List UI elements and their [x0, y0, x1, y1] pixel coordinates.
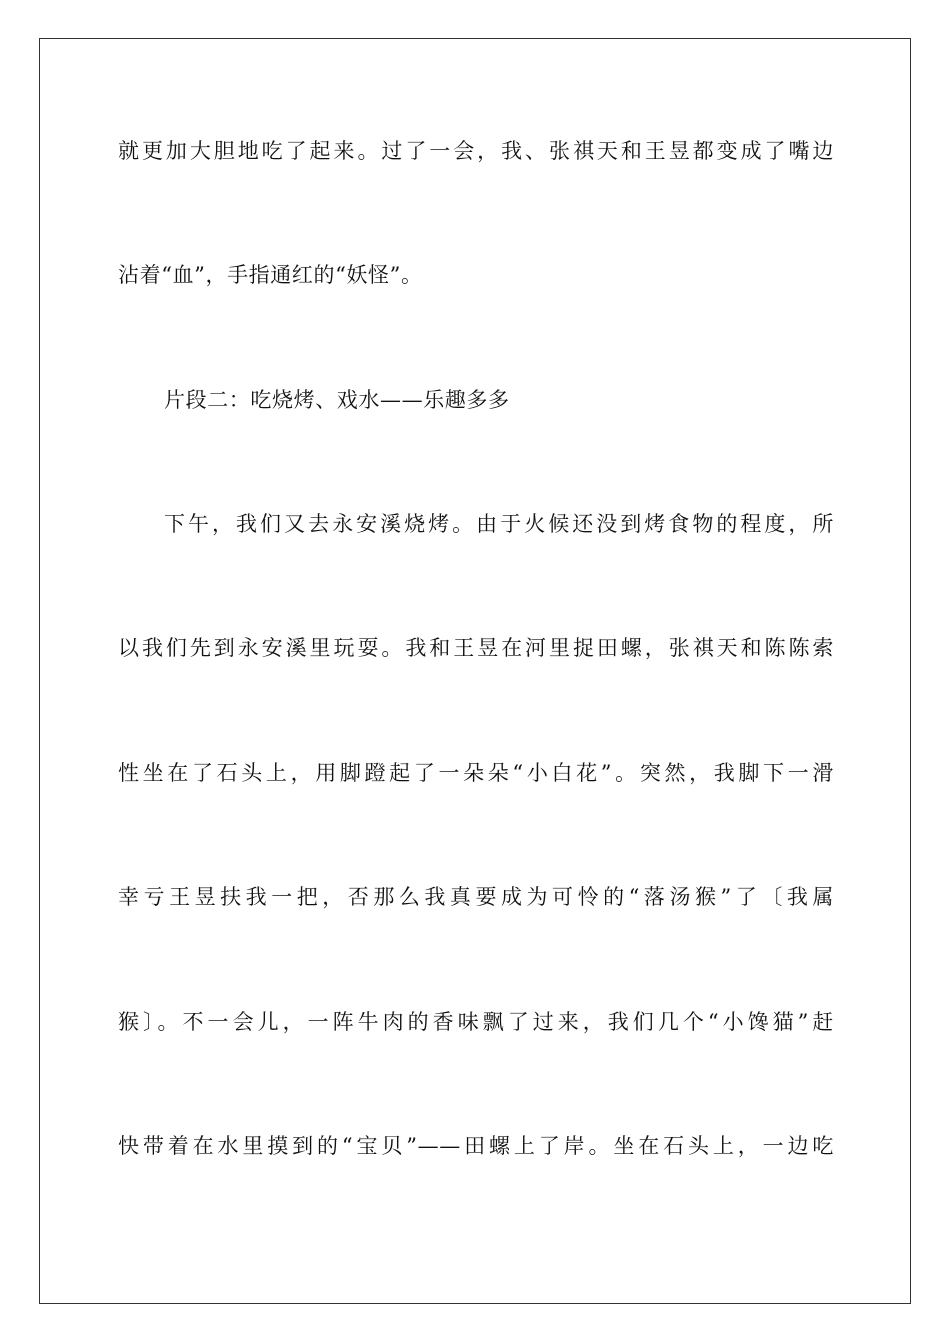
text-line: 猴〕。不一会儿，一阵牛肉的香味飘了过来，我们几个“小馋猫”赶 [118, 1010, 834, 1034]
text-line: 性坐在了石头上，用脚蹬起了一朵朵“小白花”。突然，我脚下一滑 [118, 761, 834, 785]
text-line: 以我们先到永安溪里玩耍。我和王昱在河里捉田螺，张祺天和陈陈索 [118, 636, 834, 660]
text-line: 就更加大胆地吃了起来。过了一会，我、张祺天和王昱都变成了嘴边 [118, 139, 834, 163]
page-border [39, 38, 911, 1304]
section-heading: 片段二：吃烧烤、戏水——乐趣多多 [164, 388, 510, 412]
text-line: 下午，我们又去永安溪烧烤。由于火候还没到烤食物的程度，所 [164, 512, 834, 536]
text-line: 快带着在水里摸到的“宝贝”——田螺上了岸。坐在石头上，一边吃 [118, 1134, 834, 1158]
text-line: 沾着“血”，手指通红的“妖怪”。 [118, 263, 423, 287]
text-line: 幸亏王昱扶我一把，否那么我真要成为可怜的“落汤猴”了〔我属 [118, 885, 834, 909]
